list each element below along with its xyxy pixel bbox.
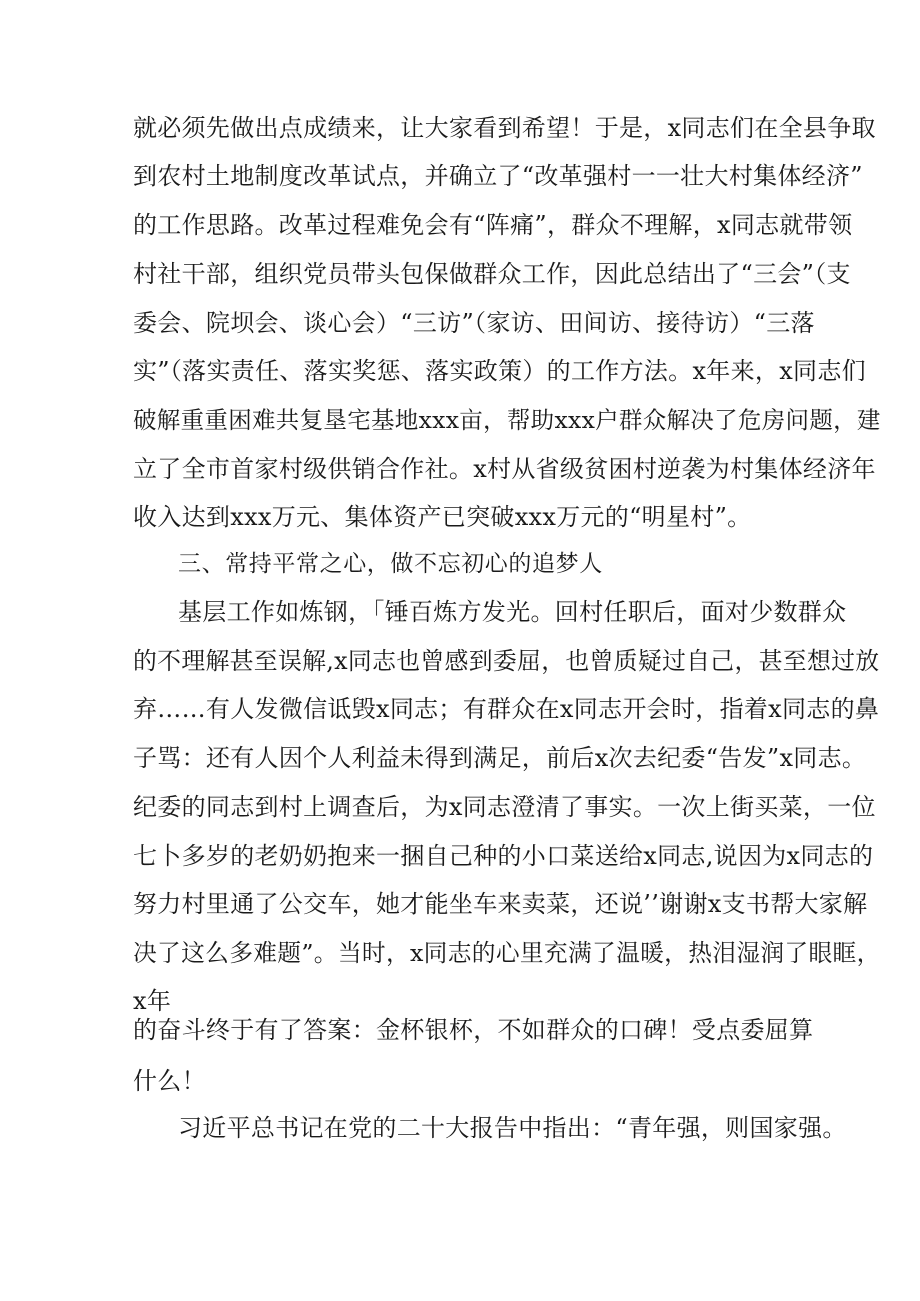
paragraph-line: 委会、院坝会、谈心会）“三访”（家访、田间访、接待访）“三落 — [133, 309, 815, 337]
paragraph-line: 到农村土地制度改革试点，并确立了“改革强村一一壮大村集体经济” — [133, 162, 863, 190]
paragraph-line: 七卜多岁的老奶奶抱来一捆自己种的小口菜送给x同志,说因为x同志的 — [133, 842, 874, 870]
paragraph-line: 习近平总书记在党的二十大报告中指出：“青年强，则国家强。 — [178, 1114, 847, 1142]
paragraph-line: 的不理解甚至误解,x同志也曾感到委屈，也曾质疑过自己，甚至想过放 — [133, 647, 880, 675]
section-heading: 三、常持平常之心，做不忘初心的追梦人 — [178, 551, 603, 577]
paragraph-line: 什么！ — [133, 1067, 206, 1095]
paragraph-line: 决了这么多难题”。当时，x同志的心里充满了温暖，热泪湿润了眼眶， — [133, 939, 881, 967]
paragraph-line: 努力村里通了公交车，她才能坐车来卖菜，还说’’谢谢x支书帮大家解 — [133, 890, 868, 918]
paragraph-line: 立了全市首家村级供销合作社。x村从省级贫困村逆袭为村集体经济年 — [133, 455, 876, 483]
paragraph-line: 破解重重困难共复垦宅基地xxx亩，帮助xxx户群众解决了危房问题，建 — [133, 406, 881, 434]
paragraph-line: 基层工作如炼钢，「锤百炼方发光。回村任职后，面对少数群众 — [178, 598, 847, 626]
paragraph-line: 的奋斗终于有了答案：金杯银杯，不如群众的口碑！受点委屈算 — [133, 1016, 814, 1044]
paragraph-line: 收入达到xxx万元、集体资产已突破xxx万元的“明星村”。 — [133, 503, 752, 531]
paragraph-line: 村社干部，组织党员带头包保做群众工作，因此总结出了“三会”（支 — [133, 260, 851, 288]
paragraph-line: 纪委的同志到村上调查后，为x同志澄清了事实。一次上街买菜，一位 — [133, 793, 876, 821]
paragraph-line: 就必须先做出点成绩来，让大家看到希望！于是，x同志们在全县争取 — [133, 114, 876, 142]
paragraph-line: x年 — [133, 987, 172, 1015]
paragraph-line: 实”（落实责任、落实奖惩、落实政策）的工作方法。x年来，x同志们 — [133, 357, 866, 385]
paragraph-line: 子骂：还有人因个人利益未得到满足，前后x次去纪委“告发”x同志。 — [133, 744, 867, 772]
paragraph-line: 的工作思路。改革过程难免会有“阵痛”，群众不理解，x同志就带领 — [133, 211, 853, 239]
paragraph-line: 弃……有人发微信诋毁x同志；有群众在x同志开会时，指着x同志的鼻 — [133, 695, 880, 723]
